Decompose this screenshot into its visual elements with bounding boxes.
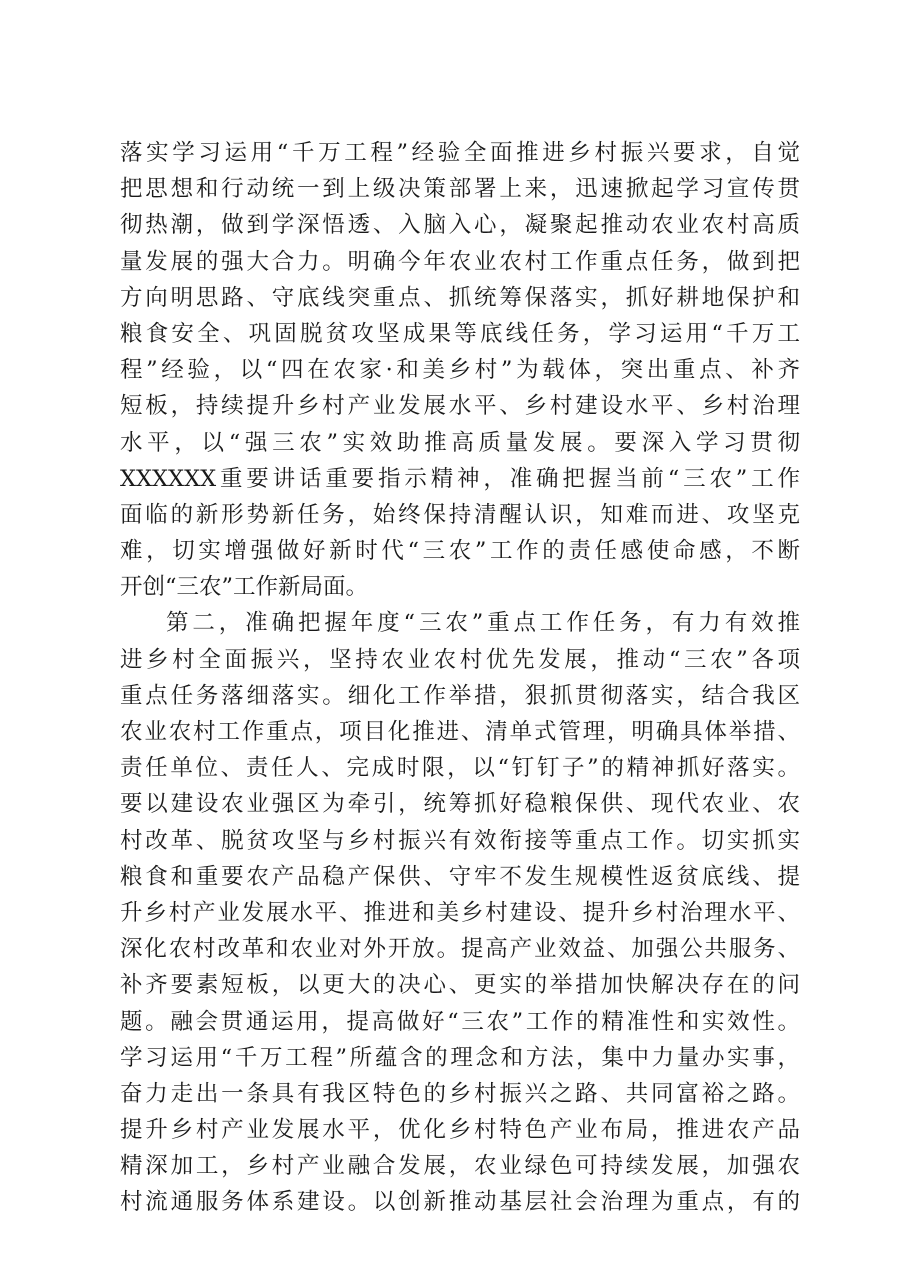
text-line: 量发展的强大合力。明确今年农业农村工作重点任务，做到把 bbox=[120, 248, 800, 275]
text-line: 彻热潮，做到学深悟透、入脑入心，凝聚起推动农业农村高质 bbox=[120, 212, 800, 239]
text-line: 提升乡村产业发展水平，优化乡村特色产业布局，推进农产品 bbox=[120, 1117, 800, 1144]
text-line: 奋力走出一条具有我区特色的乡村振兴之路、共同富裕之路。 bbox=[120, 1080, 800, 1107]
text-line: 农业农村工作重点，项目化推进、清单式管理，明确具体举措、 bbox=[120, 719, 800, 745]
text-line: 水平，以“强三农”实效助推高质量发展。要深入学习贯彻 bbox=[120, 429, 800, 456]
text-line: 要以建设农业强区为牵引，统筹抓好稳粮保供、现代农业、农 bbox=[120, 791, 800, 818]
paragraph-2 bbox=[120, 605, 800, 1220]
text-line: XXXXXX重要讲话重要指示精神，准确把握当前“三农”工作 bbox=[120, 465, 800, 492]
text-line: 粮食和重要农产品稳产保供、守牢不发生规模性返贫底线、提 bbox=[120, 863, 800, 890]
text-line: 补齐要素短板，以更大的决心、更实的举措加快解决存在的问 bbox=[120, 972, 800, 999]
text-line: 开创“三农”工作新局面。 bbox=[120, 574, 369, 601]
text-line: 题。融会贯通运用，提高做好“三农”工作的精准性和实效性。 bbox=[120, 1008, 800, 1035]
text-line: 重点任务落细落实。细化工作举措，狠抓贯彻落实，结合我区 bbox=[120, 682, 800, 709]
text-line: 深化农村改革和农业对外开放。提高产业效益、加强公共服务、 bbox=[120, 936, 800, 963]
text-line: 程”经验，以“四在农家·和美乡村”为载体，突出重点、补齐 bbox=[120, 357, 800, 384]
paragraph-1 bbox=[120, 135, 800, 605]
text-line: 进乡村全面振兴，坚持农业农村优先发展，推动“三农”各项 bbox=[120, 646, 800, 673]
text-line: 精深加工，乡村产业融合发展，农业绿色可持续发展，加强农 bbox=[120, 1153, 800, 1180]
text-line: 难，切实增强做好新时代“三农”工作的责任感使命感，不断 bbox=[120, 538, 800, 565]
text-line: 学习运用“千万工程”所蕴含的理念和方法，集中力量办实事， bbox=[120, 1044, 800, 1071]
text-line: 村流通服务体系建设。以创新推动基层社会治理为重点，有的 bbox=[120, 1189, 800, 1216]
text-line: 短板，持续提升乡村产业发展水平、乡村建设水平、乡村治理 bbox=[120, 393, 800, 420]
text-line: 方向明思路、守底线突重点、抓统筹保落实，抓好耕地保护和 bbox=[120, 284, 800, 311]
document-body bbox=[120, 135, 800, 1221]
text-line: 粮食安全、巩固脱贫攻坚成果等底线任务，学习运用“千万工 bbox=[120, 320, 800, 347]
text-line: 第二，准确把握年度“三农”重点工作任务，有力有效推 bbox=[166, 610, 800, 637]
text-line: 村改革、脱贫攻坚与乡村振兴有效衔接等重点工作。切实抓实 bbox=[120, 827, 800, 854]
text-line: 落实学习运用“千万工程”经验全面推进乡村振兴要求，自觉 bbox=[120, 140, 800, 166]
text-line: 面临的新形势新任务，始终保持清醒认识，知难而进、攻坚克 bbox=[120, 501, 800, 528]
text-line: 把思想和行动统一到上级决策部署上来，迅速掀起学习宣传贯 bbox=[120, 176, 800, 203]
text-line: 责任单位、责任人、完成时限，以“钉钉子”的精神抓好落实。 bbox=[120, 755, 800, 782]
text-line: 升乡村产业发展水平、推进和美乡村建设、提升乡村治理水平、 bbox=[120, 899, 800, 926]
